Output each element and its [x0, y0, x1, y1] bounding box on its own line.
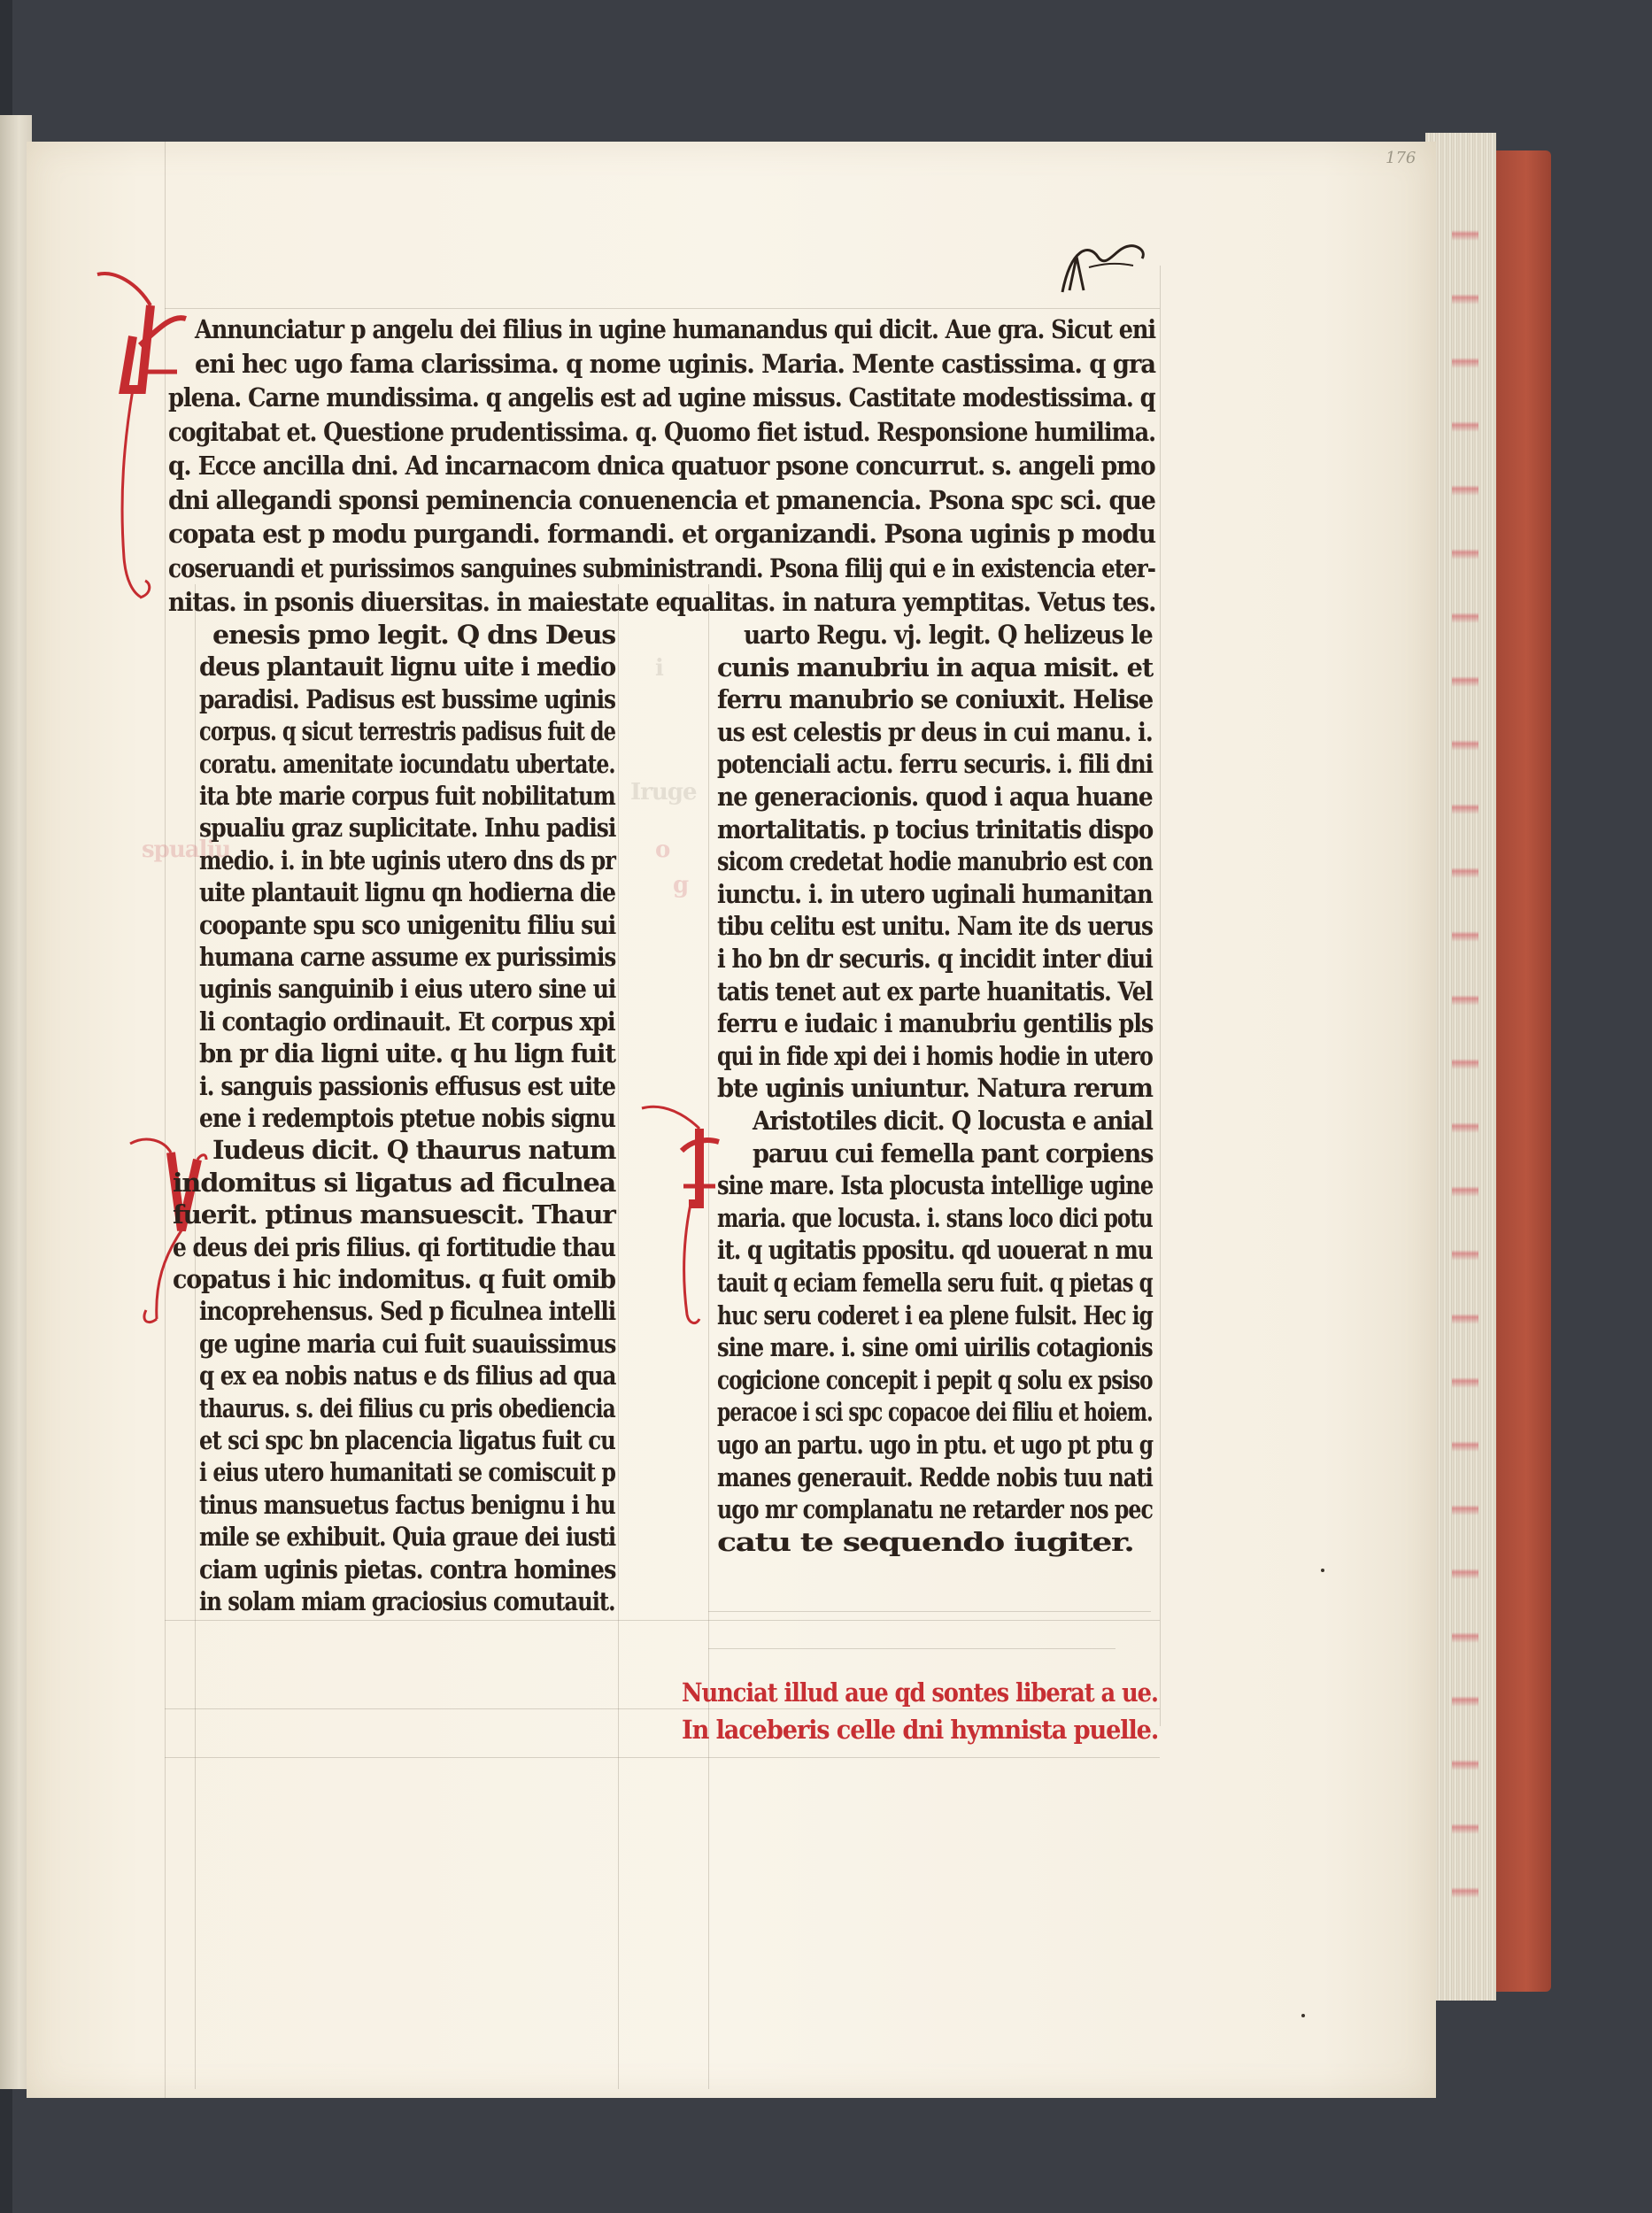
full-text_block-line: cogitabat et. Questione prudentissima. q. Quomo fiet istud. Responsione humilima.: [168, 416, 1155, 447]
left-column-line: uite plantauit lignu qn hodierna die: [199, 877, 615, 908]
right-column-line: iunctu. i. in utero uginali humanitan: [717, 878, 1153, 909]
left-column-line: ene i redemptois ptetue nobis signu: [199, 1103, 615, 1133]
right-column-line: ferru manubrio se coniuxit. Helise: [717, 684, 1154, 715]
ruling-column-gutter-right: [708, 584, 709, 2089]
left-column-line: bn pr dia ligni uite. q hu lign fuit: [199, 1038, 615, 1069]
right-column-line: it. q ugitatis ppositu. qd uouerat n mu: [717, 1235, 1153, 1266]
offset-red-mark: o: [655, 837, 670, 863]
left-column-line: fuerit. ptinus mansuescit. Thaur: [173, 1199, 615, 1230]
full-text_block-line: q. Ecce ancilla dni. Ad incarnacom dnica quatuor psone concurrut. s. angeli pmo: [168, 451, 1155, 481]
left-column-line: ge ugine maria cui fuit suauissimus: [199, 1328, 616, 1359]
full-text_block-line: dni allegandi sponsi peminencia conuenencia et pmanencia. Psona spc sci. que: [168, 484, 1155, 515]
ruling-bottom-2: [165, 1757, 1160, 1758]
full-text_block-line: Annunciatur p angelu dei filius in ugine humanandus qui dicit. Aue gra. Sicut eni: [195, 314, 1156, 344]
right-column-line: mortalitatis. p tocius trinitatis dispo: [717, 813, 1154, 844]
right-column-line: peracoe i sci spc copacoe dei filiu et hoiem.: [717, 1397, 1153, 1428]
left-column-line: et sci spc bn placencia ligatus fuit cu: [199, 1425, 615, 1455]
right-column-line: tibu celitu est unitu. Nam ite ds uerus: [717, 911, 1153, 942]
right-column-line: sine mare. Ista plocusta intellige ugine: [717, 1170, 1154, 1201]
left-column-line: incoprehensus. Sed p ficulnea intelli: [199, 1296, 616, 1327]
right-column-line: qui in fide xpi dei i homis hodie in utero: [717, 1040, 1153, 1071]
right-column-line: i ho bn dr securis. q incidit inter diui: [717, 944, 1153, 974]
ruling-column-gutter-left: [618, 584, 619, 2089]
closing-rubric-line: Nunciat illud aue qd sontes liberat a ue.: [682, 1677, 1158, 1708]
ruling-top: [165, 308, 1160, 309]
right-column-line: ferru e iudaic i manubriu gentilis pls: [717, 1008, 1154, 1039]
left-column-line: ita bte marie corpus fuit nobilitatum: [199, 781, 615, 811]
left-column-line: e deus dei pris filius. qi fortitudie thau: [173, 1231, 615, 1262]
right-column-line: cogicione concepit i pepit q solu ex psiso: [717, 1364, 1153, 1395]
right-column-line: cunis manubriu in aqua misit. et: [717, 652, 1153, 682]
left-column-line: deus plantauit lignu uite i medio: [199, 652, 616, 682]
left-column-line: coratu. amenitate iocundatu ubertate.: [199, 748, 615, 779]
right-column-line: huc seru coderet i ea plene fulsit. Hec ig: [717, 1299, 1153, 1330]
ink-speck: [1301, 2014, 1305, 2017]
right-column-line: sicom credetat hodie manubrio est con: [717, 846, 1153, 877]
closing-rubric-line: In laceberis celle dni hymnista puelle.: [682, 1715, 1159, 1745]
left-column-line: enesis pmo legit. Q dns Deus: [212, 620, 616, 650]
left-column-line: paradisi. Padisus est bussime uginis: [199, 683, 616, 714]
offset-red-mark: g: [673, 872, 689, 898]
right-column-line: bte uginis uniuntur. Natura rerum: [717, 1073, 1153, 1104]
left-column-line: uginis sanguinib i eius utero sine ui: [199, 974, 616, 1005]
left-column-line: i. sanguis passionis effusus est uite: [199, 1070, 615, 1101]
left-column-line: li contagio ordinauit. Et corpus xpi: [199, 1006, 615, 1037]
ruling-right-margin: [1160, 266, 1161, 1726]
left-column-line: indomitus si ligatus ad ficulnea: [173, 1167, 616, 1198]
right-column-line: maria. que locusta. i. stans loco dici potu: [717, 1202, 1153, 1233]
right-column-line: uarto Regu. vj. legit. Q helizeus le: [744, 620, 1153, 650]
full-text_block-line: nitas. in psonis diuersitas. in maiestate equalitas. in natura yemptitas. Vetus tes.: [168, 587, 1156, 617]
offset-grey-mark: Iruge: [630, 779, 697, 806]
left-column-line: medio. i. in bte uginis utero dns ds pr: [199, 844, 615, 875]
right-column-line: Aristotiles dicit. Q locusta e anial: [753, 1106, 1153, 1136]
offset-grey-mark: i: [655, 655, 663, 682]
full-text_block-line: eni hec ugo fama clarissima. q nome uginis. Maria. Mente castissima. q gra: [195, 348, 1155, 379]
ruling-bottom-1: [165, 1708, 1160, 1709]
right-column-line: potenciali actu. ferru securis. i. fili dni: [717, 749, 1153, 780]
full-text_block-line: coseruandi et purissimos sanguines subministrandi. Psona filij qui e in existencia eter-: [168, 552, 1155, 583]
left-column-line: i eius utero humanitati se comiscuit p: [199, 1457, 616, 1488]
left-column-line: ciam uginis pietas. contra homines: [199, 1554, 616, 1585]
right-column-line: ne generacionis. quod i aqua huane: [717, 782, 1153, 812]
left-column-line: Iudeus dicit. Q thaurus natum: [212, 1135, 616, 1166]
right-column-line: tauit q eciam femella seru fuit. q pietas q: [717, 1268, 1153, 1298]
left-column-line: mile se exhibuit. Quia graue dei iusti: [199, 1522, 616, 1553]
left-column-line: in solam miam graciosius comutauit.: [199, 1586, 615, 1616]
right-column-line: ugo mr complanatu ne retarder nos pec: [717, 1494, 1153, 1525]
right-column-line: ugo an partu. ugo in ptu. et ugo pt ptu g: [717, 1430, 1154, 1460]
right-column-line: tatis tenet aut ex parte huanitatis. Vel: [717, 975, 1153, 1006]
ruling-right-col-end-2: [708, 1648, 1115, 1649]
full-text_block-line: copata est p modu purgandi. formandi. et organizandi. Psona uginis p modu: [168, 519, 1155, 549]
rubric-bleed-on-edges: [1452, 177, 1478, 1947]
left-column-line: copatus i hic indomitus. q fuit omib: [173, 1264, 615, 1294]
ink-speck: [1321, 1569, 1324, 1572]
ruling-column-left-outer: [195, 584, 196, 2089]
right-column-line: us est celestis pr deus in cui manu. i.: [717, 716, 1153, 747]
catchword-flourish: [1054, 239, 1151, 301]
left-column-line: q ex ea nobis natus e ds filius ad qua: [199, 1361, 616, 1392]
right-column-line: manes generauit. Redde nobis tuu nati: [717, 1461, 1153, 1492]
right-column-line: catu te sequendo iugiter.: [717, 1526, 1134, 1557]
ruling-mid: [165, 1620, 1160, 1621]
offset-red-mark: spualiu: [142, 837, 231, 863]
left-column-line: humana carne assume ex purissimis: [199, 942, 616, 972]
left-column-line: thaurus. s. dei filius cu pris obediencia: [199, 1392, 615, 1423]
ruling-right-col-end-1: [708, 1611, 1151, 1612]
left-column-line: tinus mansuetus factus benignu i hu: [199, 1489, 615, 1520]
left-column-line: corpus. q sicut terrestris padisus fuit de: [199, 716, 615, 747]
folio-number: 176: [1386, 149, 1417, 167]
left-column-line: coopante spu sco unigenitu filiu sui: [199, 909, 616, 940]
full-text_block-line: plena. Carne mundissima. q angelis est ad ugine missus. Castitate modestissima. q: [168, 382, 1155, 413]
right-column-line: paruu cui femella pant corpiens: [753, 1137, 1154, 1168]
right-column-line: sine mare. i. sine omi uirilis cotagionis: [717, 1332, 1153, 1363]
left-column-line: spualiu graz suplicitate. Inhu padisi: [199, 813, 616, 844]
